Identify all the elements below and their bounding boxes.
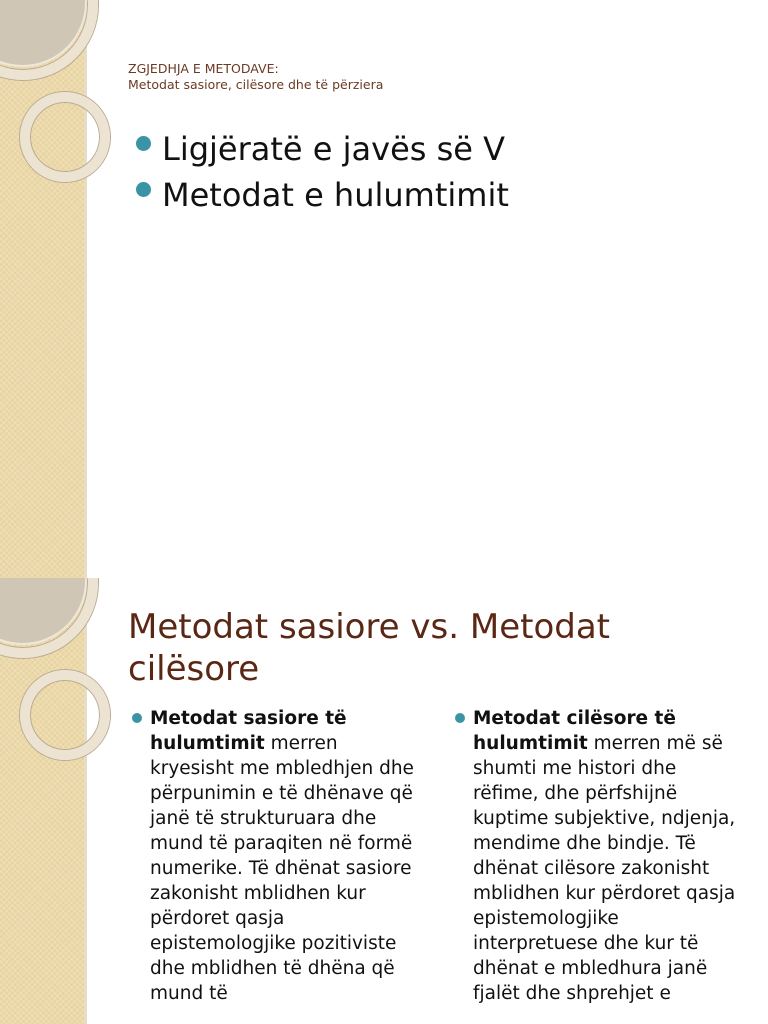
subtitle-line-2: Metodat sasiore, cilësore dhe të përziera	[128, 76, 384, 92]
bullet-text: Metodat e hulumtimit	[162, 176, 509, 214]
title-line-2: cilësore	[128, 649, 260, 689]
slide-2	[0, 578, 768, 1024]
quantitative-paragraph	[132, 706, 414, 1006]
bullet-dot-icon	[455, 713, 465, 723]
list-item	[136, 126, 509, 172]
quantitative-description: merren kryesisht me mbledhjen dhe përpunimin e të dhënave që janë të strukturuara dhe mund të paraqiten në formë numerike. Të dhënat sasiore zakonisht mblidhen kur përdoret qasja epistemologjike pozitiviste dhe mblidhen të dhëna që mund të	[150, 733, 414, 1004]
bullet-dot-icon	[136, 182, 151, 197]
qualitative-description: merren më së shumti me histori dhe rëfime, dhe përfshijnë kuptime subjektive, ndjenja, mendime dhe bindje. Të dhënat cilësore zakonisht mblidhen kur përdoret qasja epistemologjike interpretuese dhe kur të dhënat e mbledhura janë fjalët dhe shprehjet e	[473, 733, 736, 1004]
quantitative-term: Metodat sasiore të hulumtimit	[150, 708, 347, 754]
slide-1-subtitle	[128, 61, 728, 92]
bullet-dot-icon	[136, 136, 151, 151]
slide-2-title	[128, 606, 728, 690]
side-band-edge	[84, 0, 87, 578]
decorative-side-band	[0, 0, 84, 578]
title-line-1: Metodat sasiore vs. Metodat	[128, 607, 610, 647]
subtitle-line-1: ZGJEDHJA E METODAVE:	[128, 61, 279, 76]
decorative-ring-middle	[20, 670, 110, 760]
decorative-ring-middle	[20, 92, 110, 182]
bullet-text: Ligjëratë e javës së V	[162, 130, 506, 168]
quantitative-methods-column	[132, 706, 414, 1006]
qualitative-methods-column	[455, 706, 737, 1006]
slide-1-bullet-list	[136, 126, 509, 218]
side-band-edge	[84, 578, 87, 1024]
qualitative-term: Metodat cilësore të hulumtimit	[473, 708, 676, 754]
bullet-dot-icon	[132, 713, 142, 723]
list-item	[136, 172, 509, 218]
qualitative-paragraph	[455, 706, 737, 1006]
